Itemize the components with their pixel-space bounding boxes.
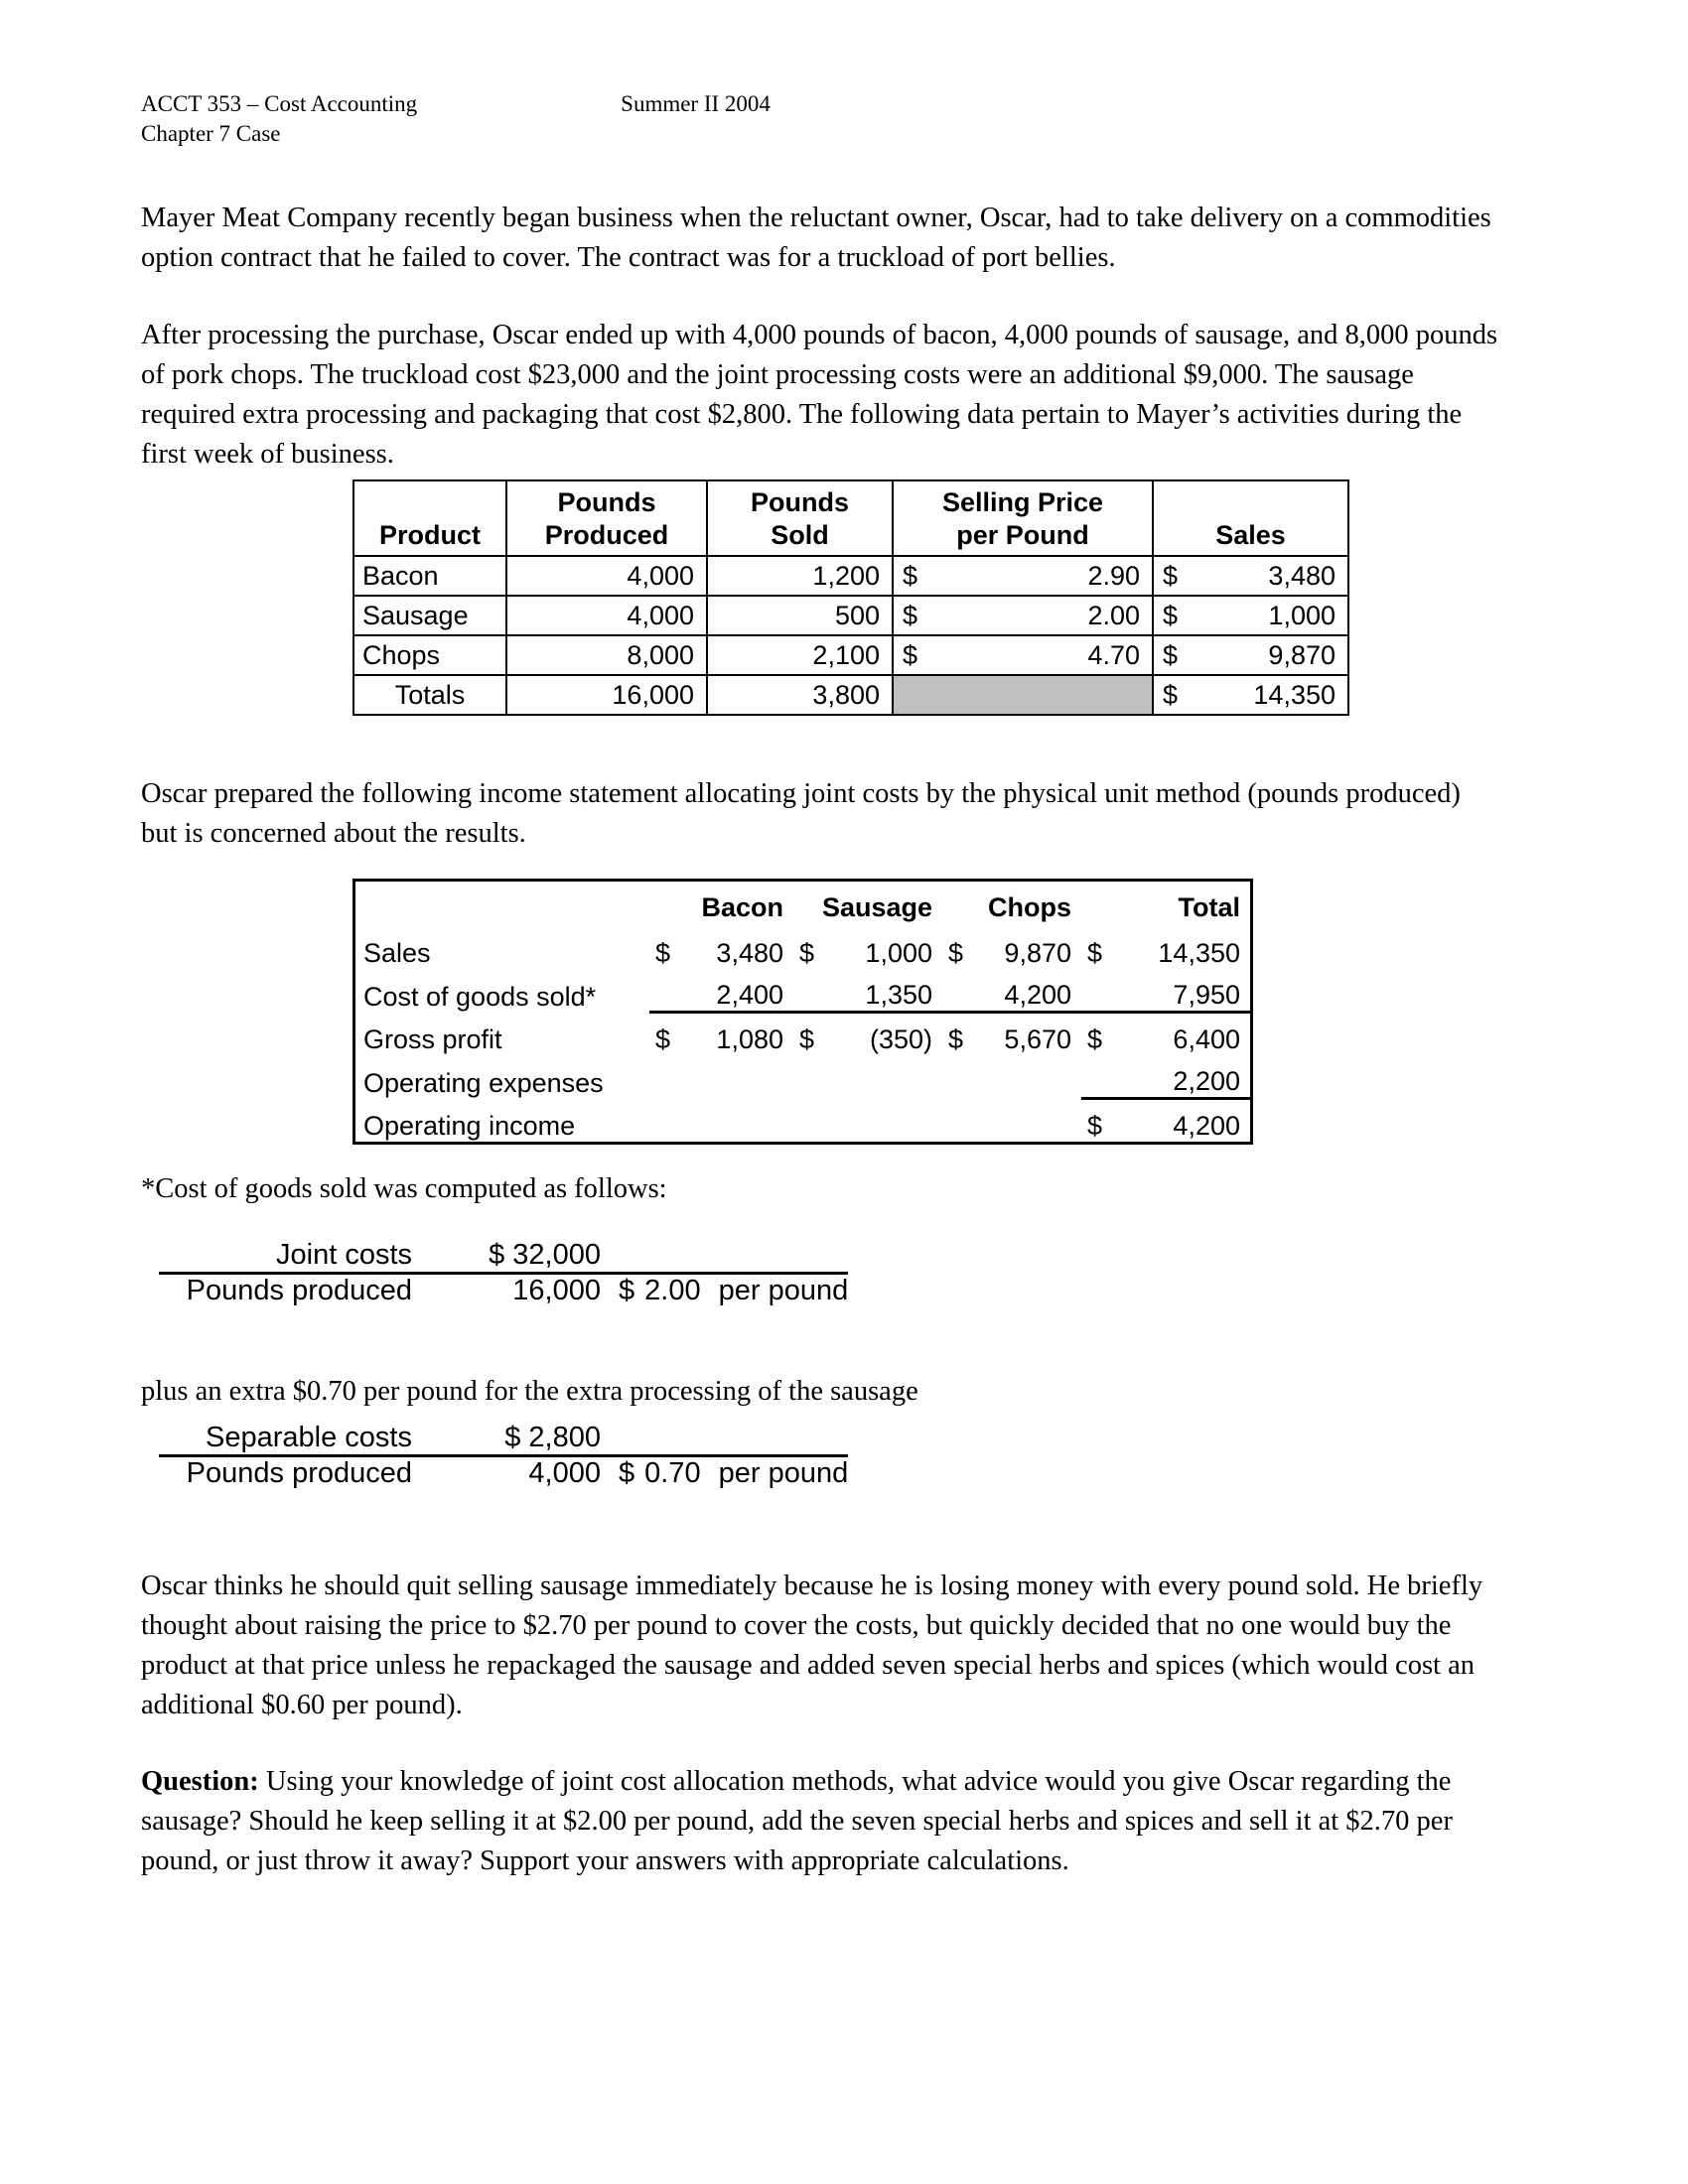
currency-symbol: $ bbox=[948, 938, 964, 968]
cell-chops bbox=[942, 927, 1081, 969]
paragraph-quit-selling: Oscar thinks he should quit selling sausage immediately because he is losing money with every pound sold. He briefly thought about raising the price to $2.70 per pound to cover the costs, but quickly decided that no one would buy the product at that price unless he repackaged the sausage and added seven special herbs and spices (which would cost an additional $0.60 per pound). bbox=[141, 1570, 1483, 1720]
income-statement-head bbox=[354, 881, 1252, 928]
row-label: Sales bbox=[363, 938, 431, 968]
cell-totals-sold: 3,800 bbox=[707, 675, 893, 715]
cell-shaded-blank bbox=[893, 675, 1153, 715]
table-row bbox=[353, 635, 1348, 675]
cell-chops bbox=[942, 1099, 1081, 1144]
cell-price bbox=[893, 635, 1153, 675]
cell-sales-value: 3,480 bbox=[1268, 560, 1336, 591]
cell-totals-sales bbox=[1153, 675, 1348, 715]
col-header-pounds-produced-line2: Produced bbox=[544, 520, 669, 550]
cell-sold: 2,100 bbox=[707, 635, 893, 675]
cell-bacon bbox=[649, 1013, 793, 1056]
currency-symbol: $ bbox=[1087, 1111, 1103, 1141]
joint-cost-result-unit: per pound bbox=[718, 1275, 849, 1306]
col-header-selling-price-line2: per Pound bbox=[956, 520, 1089, 550]
joint-cost-denominator-label: Pounds produced bbox=[186, 1275, 412, 1306]
paragraph-setup: After processing the purchase, Oscar ended up with 4,000 pounds of bacon, 4,000 pounds of sausage, and 8,000 pounds of pork chops. The truckload cost $23,000 and the joint processing costs were an additional $9,000. The sausage required extra processing and packaging that cost $2,800. The following data pertain to Mayer’s activities during the first week of business. bbox=[141, 320, 1498, 470]
product-data-table bbox=[352, 479, 1349, 716]
table-row bbox=[353, 556, 1348, 596]
product-table-body bbox=[353, 556, 1348, 715]
cell-product: Chops bbox=[353, 635, 506, 675]
currency-symbol: $ bbox=[799, 938, 815, 968]
cell-produced: 8,000 bbox=[506, 635, 707, 675]
col-header-sausage: Sausage bbox=[821, 892, 932, 922]
income-row-operating-income bbox=[354, 1099, 1252, 1144]
separable-cost-numerator-row bbox=[159, 1422, 848, 1457]
cell-total bbox=[1081, 1099, 1252, 1144]
col-header-product: Product bbox=[353, 480, 506, 556]
product-table-header-row bbox=[353, 480, 1348, 556]
currency-symbol: $ bbox=[1163, 600, 1179, 630]
cell-totals-label: Totals bbox=[353, 675, 506, 715]
row-label: Operating expenses bbox=[363, 1067, 604, 1098]
col-header-pounds-sold-line1: Pounds bbox=[751, 487, 849, 517]
paragraph-intro: Mayer Meat Company recently began business when the reluctant owner, Oscar, had to take delivery on a commodities option contract that he failed to cover. The contract was for a truckload of port bellies. bbox=[141, 203, 1491, 273]
cell-sales bbox=[1153, 596, 1348, 635]
cell-bacon bbox=[649, 969, 793, 1013]
paragraph-cogs-note: *Cost of goods sold was computed as follows: bbox=[141, 1173, 667, 1204]
cell-chops bbox=[942, 969, 1081, 1013]
cell-total bbox=[1081, 969, 1252, 1013]
cell-price bbox=[893, 556, 1153, 596]
header-line-1 bbox=[141, 89, 771, 119]
cell-sold: 1,200 bbox=[707, 556, 893, 596]
cell-totals-sales-value: 14,350 bbox=[1253, 679, 1336, 710]
cell-chops-value: 9,870 bbox=[1004, 938, 1071, 968]
term-label: Summer II 2004 bbox=[621, 91, 771, 116]
cell-total bbox=[1081, 927, 1252, 969]
joint-cost-denominator-row bbox=[159, 1275, 848, 1307]
col-header-selling-price bbox=[893, 480, 1153, 556]
cell-sales bbox=[1153, 556, 1348, 596]
cell-sales-value: 1,000 bbox=[1268, 600, 1336, 630]
paragraph-income-intro: Oscar prepared the following income statement allocating joint costs by the physical unit method (pounds produced) but is concerned about the results. bbox=[141, 778, 1461, 849]
income-statement-table bbox=[352, 879, 1253, 1145]
cell-sausage-value: (350) bbox=[869, 1024, 932, 1054]
separable-cost-numerator-value: $ 2,800 bbox=[504, 1422, 601, 1453]
col-header-pounds-produced-line1: Pounds bbox=[557, 487, 656, 517]
income-row-operating-expenses bbox=[354, 1055, 1252, 1099]
question-label: Question: bbox=[141, 1766, 259, 1797]
income-row-cogs bbox=[354, 969, 1252, 1013]
paragraph-plus-extra: plus an extra $0.70 per pound for the extra processing of the sausage bbox=[141, 1376, 918, 1407]
cell-sausage bbox=[793, 969, 942, 1013]
cell-total bbox=[1081, 1055, 1252, 1099]
cell-total bbox=[1081, 1013, 1252, 1056]
cell-sausage-value: 1,350 bbox=[865, 980, 932, 1010]
currency-symbol: $ bbox=[948, 1024, 964, 1054]
separable-cost-denominator-row bbox=[159, 1457, 848, 1490]
cell-bacon-value: 3,480 bbox=[716, 938, 783, 968]
cell-sales-value: 9,870 bbox=[1268, 639, 1336, 670]
col-header-blank bbox=[354, 881, 650, 928]
joint-cost-fraction bbox=[159, 1239, 848, 1307]
currency-symbol: $ bbox=[1163, 639, 1179, 670]
cell-chops-value: 4,200 bbox=[1004, 980, 1071, 1010]
cell-bacon-value: 1,080 bbox=[716, 1024, 783, 1054]
product-table-head bbox=[353, 480, 1348, 556]
joint-cost-denominator-value: 16,000 bbox=[512, 1275, 601, 1306]
cell-product: Bacon bbox=[353, 556, 506, 596]
header-line-2 bbox=[141, 119, 771, 149]
currency-symbol: $ bbox=[1087, 1024, 1103, 1054]
income-row-gross-profit bbox=[354, 1013, 1252, 1056]
cell-sales bbox=[1153, 635, 1348, 675]
cell-total-value: 2,200 bbox=[1173, 1066, 1240, 1096]
cell-sausage bbox=[793, 1055, 942, 1099]
separable-cost-fraction bbox=[159, 1422, 848, 1490]
currency-symbol: $ bbox=[1087, 938, 1103, 968]
joint-cost-numerator-label: Joint costs bbox=[276, 1239, 412, 1271]
cell-price-value: 4.70 bbox=[1087, 639, 1140, 670]
cell-total-value: 14,350 bbox=[1158, 938, 1240, 968]
cell-produced: 4,000 bbox=[506, 596, 707, 635]
currency-symbol: $ bbox=[1163, 560, 1179, 591]
currency-symbol: $ bbox=[655, 938, 671, 968]
currency-symbol: $ bbox=[655, 1024, 671, 1054]
currency-symbol: $ bbox=[903, 560, 918, 591]
table-row bbox=[353, 596, 1348, 635]
col-header-sales: Sales bbox=[1153, 480, 1348, 556]
joint-cost-result-symbol: $ bbox=[619, 1275, 635, 1306]
cell-chops-value: 5,670 bbox=[1004, 1024, 1071, 1054]
cell-product: Sausage bbox=[353, 596, 506, 635]
income-statement-body bbox=[354, 927, 1252, 1144]
separable-cost-denominator-value: 4,000 bbox=[528, 1457, 601, 1489]
cell-chops bbox=[942, 1055, 1081, 1099]
col-header-chops: Chops bbox=[988, 892, 1071, 922]
col-header-bacon: Bacon bbox=[701, 892, 783, 922]
separable-cost-denominator-label: Pounds produced bbox=[186, 1457, 412, 1489]
table-totals-row bbox=[353, 675, 1348, 715]
currency-symbol: $ bbox=[799, 1024, 815, 1054]
cell-price bbox=[893, 596, 1153, 635]
joint-cost-numerator-row bbox=[159, 1239, 848, 1275]
page-header bbox=[141, 89, 771, 149]
cell-total-value: 7,950 bbox=[1173, 980, 1240, 1010]
col-header-selling-price-line1: Selling Price bbox=[941, 487, 1104, 517]
income-row-sales bbox=[354, 927, 1252, 969]
col-header-pounds-sold-line2: Sold bbox=[771, 520, 829, 550]
col-header-pounds-produced bbox=[506, 480, 707, 556]
joint-cost-numerator-value: $ 32,000 bbox=[489, 1239, 601, 1271]
separable-cost-result-unit: per pound bbox=[718, 1457, 849, 1489]
question-body: Using your knowledge of joint cost allocation methods, what advice would you give Oscar regarding the sausage? Should he keep selling it at $2.00 per pound, add the seven special herbs and spices and sell it at $2.70 per pound, or just throw it away? Support your answers with appropriate calculations. bbox=[141, 1766, 1453, 1876]
cell-bacon bbox=[649, 1099, 793, 1144]
col-header-pounds-sold bbox=[707, 480, 893, 556]
separable-cost-result-value: 0.70 bbox=[644, 1457, 701, 1489]
cell-sausage bbox=[793, 927, 942, 969]
col-header-total: Total bbox=[1178, 892, 1240, 922]
course-title: ACCT 353 – Cost Accounting bbox=[141, 91, 418, 116]
currency-symbol: $ bbox=[1163, 679, 1179, 710]
row-label: Gross profit bbox=[363, 1024, 502, 1054]
cell-sausage bbox=[793, 1013, 942, 1056]
cell-produced: 4,000 bbox=[506, 556, 707, 596]
currency-symbol: $ bbox=[903, 639, 918, 670]
cell-sausage bbox=[793, 1099, 942, 1144]
cell-chops bbox=[942, 1013, 1081, 1056]
separable-cost-numerator-label: Separable costs bbox=[206, 1422, 412, 1453]
cell-total-value: 6,400 bbox=[1173, 1024, 1240, 1054]
chapter-label: Chapter 7 Case bbox=[141, 121, 281, 146]
cell-totals-produced: 16,000 bbox=[506, 675, 707, 715]
income-statement-header-row bbox=[354, 881, 1252, 928]
row-label: Operating income bbox=[363, 1111, 576, 1141]
cell-price-value: 2.90 bbox=[1087, 560, 1140, 591]
separable-cost-result-symbol: $ bbox=[619, 1457, 635, 1489]
cell-price-value: 2.00 bbox=[1087, 600, 1140, 630]
cell-sausage-value: 1,000 bbox=[865, 938, 932, 968]
cell-bacon-value: 2,400 bbox=[716, 980, 783, 1010]
row-label: Cost of goods sold* bbox=[363, 981, 597, 1012]
cell-bacon bbox=[649, 927, 793, 969]
currency-symbol: $ bbox=[903, 600, 918, 630]
paragraph-question bbox=[141, 1762, 1501, 1881]
cell-total-value: 4,200 bbox=[1173, 1111, 1240, 1141]
cell-sold: 500 bbox=[707, 596, 893, 635]
cell-bacon bbox=[649, 1055, 793, 1099]
joint-cost-result-value: 2.00 bbox=[644, 1275, 701, 1306]
